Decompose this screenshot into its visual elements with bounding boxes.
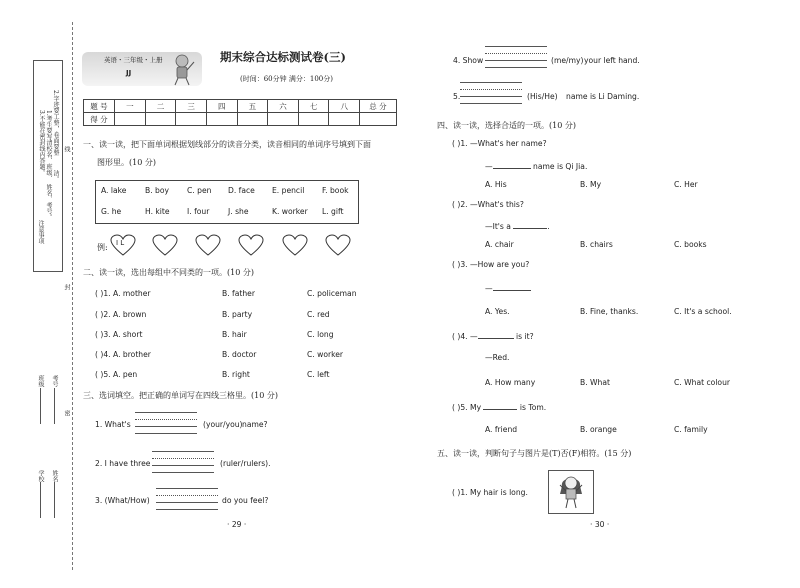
note-line-1: 1.考生要写清校名、班级、 [45,110,52,182]
reply-3 [485,282,531,293]
score-table [83,99,397,126]
word-L: L. gift [322,207,344,216]
word-K: K. worker [272,207,308,216]
field-class-label: 班级 [37,375,44,387]
option-c: C. books [674,240,707,249]
word-F: F. book [322,186,349,195]
seal-char-xian: 线 [63,146,70,152]
option-b: B. hair [222,330,247,339]
question-post: is it? [513,332,534,341]
score-cell-1: 一 [115,100,146,113]
score-input[interactable] [268,113,299,126]
section3-heading [83,390,278,401]
heart-icon[interactable] [325,234,351,256]
header-edition: JJ [126,69,132,77]
seal-char-feng: 封 [63,284,70,290]
q3-1-pre: 1. What's [95,420,131,429]
answer-blank[interactable]: ( )3. [95,330,111,339]
score-cell-2: 二 [145,100,176,113]
section5-heading-text: 五、读一读，判断句子与图片是(T)否(F)相符。 [437,449,605,458]
section1-heading-cont [97,157,156,168]
heart-icon[interactable] [238,234,264,256]
option-a: A. short [113,330,143,339]
score-cell-3: 三 [176,100,207,113]
score-cell-4: 四 [206,100,237,113]
option-b: B. doctor [222,350,257,359]
reply-4: —Red. [485,353,510,362]
score-cell-7: 七 [298,100,329,113]
writing-line[interactable] [135,426,197,427]
list-item [95,330,142,339]
score-input[interactable] [237,113,268,126]
list-item [95,289,151,298]
question-post: is Tom. [517,403,547,412]
question-text: —What's her name? [470,139,547,148]
option-c: C. long [307,330,334,339]
option-b: B. father [222,289,255,298]
option-b: B. orange [580,425,617,434]
option-c: C. Her [674,180,698,189]
answer-blank-line[interactable] [478,330,514,339]
writing-line [135,433,197,434]
option-a: A. pen [113,370,138,379]
heart-icon[interactable] [195,234,221,256]
score-input[interactable] [360,113,397,126]
reply-pre: — [485,284,493,293]
reply-2 [485,220,550,231]
option-c: C. It's a school. [674,307,732,316]
note-line-4: 洁。 [52,170,59,182]
seal-dash-line [72,22,73,570]
score-cell-6: 六 [268,100,299,113]
page-title: 期末综合达标测试卷(三) [220,50,346,64]
option-a: A. mother [113,289,151,298]
header-tag: 英语・三年级・上册 [104,56,163,64]
answer-blank[interactable]: ( )4. [452,332,468,341]
writing-line [156,509,218,510]
writing-line [485,53,547,54]
option-a: A. How many [485,378,536,387]
field-number-label: 考号 [51,375,58,387]
list-item [95,350,151,359]
mascot-icon [168,52,196,86]
page-subtitle: (时间：60分钟 满分：100分) [240,75,333,83]
section5-points: (15 分) [604,449,632,458]
q3-5-pre: 5. [453,92,461,101]
field-number-line[interactable] [54,388,55,424]
example-label: 例: [97,243,108,252]
writing-line [485,46,547,47]
score-cell-8: 八 [329,100,360,113]
section2-heading-text: 二、读一读，选出每组中不同类的一项。 [83,268,227,277]
reply-pre: —It's a [485,222,511,231]
page-number-right: · 30 · [590,520,610,529]
answer-blank[interactable]: ( )4. [95,350,111,359]
section3-heading-text: 三、选词填空。把正确的单词写在四线三格里。 [83,391,251,400]
section1-heading-text: 一、读一读，把下面单词根据划线部分的读音分类，读音相同的单词序号填到下面 [83,140,371,149]
example-value: I L [116,239,125,247]
answer-blank[interactable]: ( )1. [95,289,111,298]
score-table-header-row [84,100,397,113]
score-cell-label: 题 号 [84,100,115,113]
q3-2-pre: 2. I have three [95,459,151,468]
option-a: A. friend [485,425,518,434]
answer-blank[interactable]: ( )3. [452,260,468,269]
answer-blank-line[interactable] [483,401,517,410]
score-table-score-row [84,113,397,126]
answer-blank[interactable]: ( )2. [95,310,111,319]
option-c: C. left [307,370,330,379]
option-c: C. What colour [674,378,731,387]
word-H: H. kite [145,207,170,216]
reply-post: name is Qi Jia. [530,162,588,171]
seal-char-mi: 密 [63,410,70,416]
option-b: B. party [222,310,253,319]
word-E: E. pencil [272,186,305,195]
option-b: B. My [580,180,602,189]
option-b: B. What [580,378,610,387]
field-name-label: 姓名 [51,470,58,482]
section2-points: (10 分) [227,268,254,277]
writing-line[interactable] [485,60,547,61]
writing-line [460,89,522,90]
option-a: A. chair [485,240,514,249]
writing-line [152,472,214,473]
q3-4-post: your left hand. [584,56,640,65]
score-input[interactable] [206,113,237,126]
writing-line [485,67,547,68]
note-line-2: 姓名、考号。 [45,184,52,220]
section2-heading [83,267,254,278]
option-a: A. Yes. [485,307,510,316]
answer-blank[interactable]: ( )5. [452,403,468,412]
q3-3-post: do you feel? [222,496,269,505]
word-J: J. she [228,207,249,216]
score-input[interactable] [145,113,176,126]
option-a: A. His [485,180,507,189]
writing-line[interactable] [152,465,214,466]
writing-line[interactable] [156,502,218,503]
q3-1-opt: (your/you) [203,420,243,429]
section3-points: (10 分) [251,391,278,400]
reply-pre: — [485,162,493,171]
list-item [95,370,137,379]
answer-blank-line[interactable] [493,282,531,291]
note-line-3: 2.字迹要工整，卷面要整 [52,90,59,156]
answer-blank[interactable]: ( )1. [452,488,468,497]
question-pre: My [470,403,482,412]
word-C: C. pen [187,186,212,195]
q3-2-opt: (ruler/rulers). [220,459,271,468]
score-input[interactable] [329,113,360,126]
writing-line [156,488,218,489]
section1-points: (10 分) [129,158,156,167]
question-text: —What's this? [470,200,524,209]
option-c: C. worker [307,350,344,359]
score-input[interactable] [115,113,146,126]
q3-3-pre: 3. (What/How) [95,496,150,505]
score-input[interactable] [298,113,329,126]
score-cell-total: 总 分 [360,100,397,113]
answer-blank[interactable]: ( )1. [452,139,468,148]
writing-line [135,412,197,413]
q3-1-post: name? [242,420,268,429]
page-number-left: · 29 · [227,520,247,529]
word-box [95,180,359,224]
girl-long-hair-image [554,472,588,510]
writing-line [460,82,522,83]
field-name-line[interactable] [54,482,55,518]
option-b: B. chairs [580,240,613,249]
question-5 [452,401,546,412]
tf-item-1 [452,488,528,497]
note-line-5: 3.不能在密封线内答题。 [38,110,45,176]
score-cell-5: 五 [237,100,268,113]
answer-blank-line[interactable] [513,220,550,231]
heart-icon[interactable] [152,234,178,256]
section1-heading-cont-text: 图形里。 [97,158,129,167]
word-D: D. face [228,186,255,195]
answer-blank-line[interactable] [493,160,531,169]
section4-points: (10 分) [549,121,576,130]
option-c: C. policeman [307,289,357,298]
reply-1 [485,160,587,171]
question-1 [452,139,547,148]
writing-line [152,458,214,459]
q3-5-opt: (His/He) [527,92,558,101]
writing-line [135,419,197,420]
answer-blank[interactable]: ( )2. [452,200,468,209]
field-school-label: 学校 [37,470,44,482]
q3-5-post: name is Li Daming. [566,92,640,101]
note-title: 注意事项 [37,220,44,244]
word-B: B. boy [145,186,169,195]
writing-line [156,495,218,496]
reply-post: . [547,222,550,231]
option-c: C. red [307,310,330,319]
option-b: B. right [222,370,250,379]
field-school-line[interactable] [40,482,41,518]
section5-heading [437,448,631,459]
option-c: C. family [674,425,708,434]
q3-4-opt: (me/my) [551,56,584,65]
answer-blank[interactable]: ( )5. [95,370,111,379]
section1-heading [83,139,371,150]
word-I: I. four [187,207,210,216]
question-2 [452,200,524,209]
option-a: A. brown [113,310,147,319]
score-row-label: 得 分 [84,113,115,126]
question-4 [452,330,534,341]
field-class-line[interactable] [40,388,41,424]
q3-4-pre: 4. Show [453,56,484,65]
writing-line [152,451,214,452]
question-text: —How are you? [470,260,530,269]
question-pre: — [470,332,478,341]
writing-line[interactable] [460,96,522,97]
list-item [95,310,146,319]
option-b: B. Fine, thanks. [580,307,639,316]
tf-statement: My hair is long. [470,488,528,497]
word-A: A. lake [101,186,127,195]
writing-line [460,103,522,104]
section4-heading [437,120,576,131]
question-3 [452,260,529,269]
header-banner [82,52,202,86]
heart-icon[interactable] [282,234,308,256]
word-G: G. he [101,207,122,216]
section4-heading-text: 四、读一读，选择合适的一项。 [437,121,549,130]
option-a: A. brother [113,350,151,359]
score-input[interactable] [176,113,207,126]
